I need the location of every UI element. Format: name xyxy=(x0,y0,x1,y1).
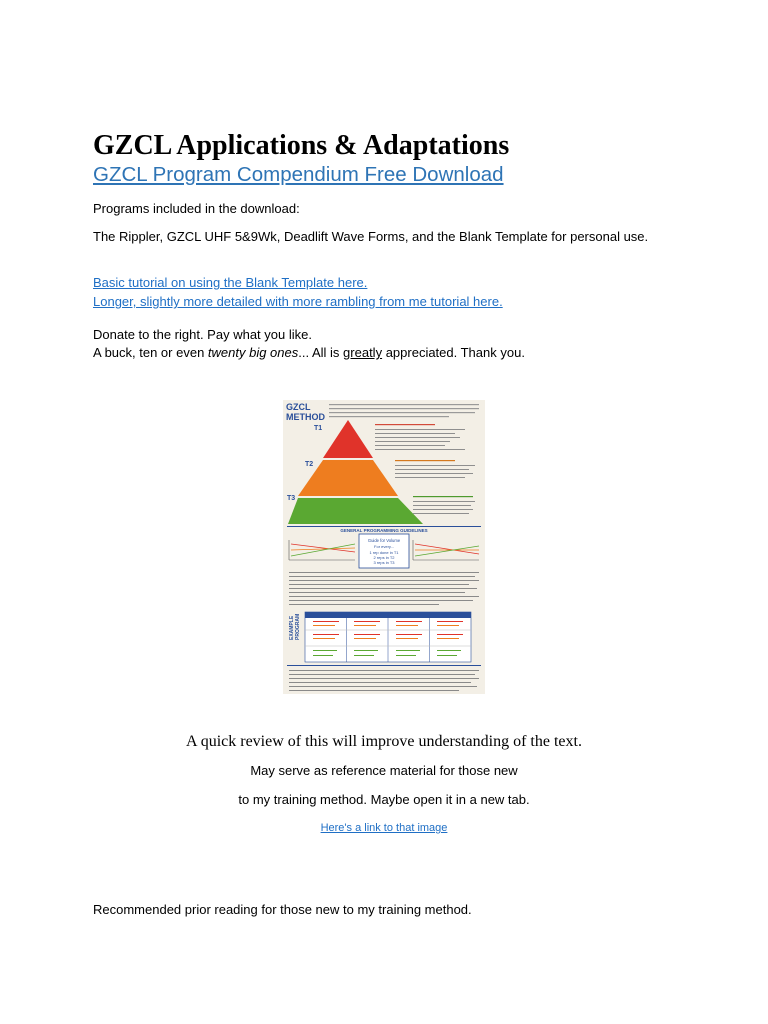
volume-considerations-text xyxy=(289,572,479,605)
programs-intro: Programs included in the download: xyxy=(93,201,300,216)
detailed-tutorial-link[interactable]: Longer, slightly more detailed with more rambling from me tutorial here. xyxy=(93,294,503,309)
recommended-reading-line: Recommended prior reading for those new to my training method. xyxy=(93,902,472,917)
example-program-table xyxy=(305,612,471,662)
donate-amount-line xyxy=(93,344,525,362)
review-line: A quick review of this will improve understanding of the text. xyxy=(186,733,582,750)
donate-underlined: greatly xyxy=(343,345,383,360)
donate-italic: twenty big ones xyxy=(207,345,299,360)
guidelines-header: GENERAL PROGRAMMING GUIDELINES xyxy=(340,528,428,533)
infographic-title-2: METHOD xyxy=(286,412,325,422)
donate-line: Donate to the right. Pay what you like. xyxy=(93,327,312,342)
example-program-label: EXAMPLE xyxy=(289,615,295,640)
tier3-pyramid xyxy=(288,498,423,524)
donate-suffix: appreciated. Thank you. xyxy=(382,345,525,360)
tier1-pyramid xyxy=(323,420,373,458)
volume-box-line-4: 2 reps in T2 xyxy=(373,555,395,560)
programming-considerations-text xyxy=(289,670,479,691)
image-link-wrap xyxy=(0,818,768,836)
compendium-download-link[interactable]: GZCL Program Compendium Free Download xyxy=(93,163,504,186)
infographic-title-1: GZCL xyxy=(286,402,311,412)
page-title: GZCL Applications & Adaptations xyxy=(93,130,510,161)
example-program-label-2: PROGRAM xyxy=(295,613,301,640)
reference-line-2: to my training method. Maybe open it in a new tab. xyxy=(238,792,530,807)
infographic-drawing xyxy=(283,400,485,694)
t3-label: T3 xyxy=(287,495,296,502)
basic-tutorial-link[interactable]: Basic tutorial on using the Blank Template here. xyxy=(93,275,368,290)
volume-box-line-2: For every... xyxy=(374,544,394,549)
reference-line-1: May serve as reference material for those new xyxy=(250,763,518,778)
volume-box-line-1: Guide for Volume xyxy=(367,538,401,543)
donate-prefix: A buck, ten or even xyxy=(93,345,208,360)
section-rule xyxy=(287,526,481,527)
programs-list: The Rippler, GZCL UHF 5&9Wk, Deadlift Wave Forms, and the Blank Template for personal use. xyxy=(93,229,649,244)
t1-label: T1 xyxy=(314,425,323,432)
infographic-fine-text xyxy=(329,404,479,417)
volume-box-line-3: 1 rep done in T1 xyxy=(369,550,399,555)
donate-mid: ... All is xyxy=(298,345,344,360)
t2-label: T2 xyxy=(305,461,314,468)
gzcl-method-infographic xyxy=(283,400,485,694)
volume-box-line-5: 3 reps in T3 xyxy=(373,560,395,565)
infographic-image-link[interactable]: Here's a link to that image xyxy=(320,822,448,834)
